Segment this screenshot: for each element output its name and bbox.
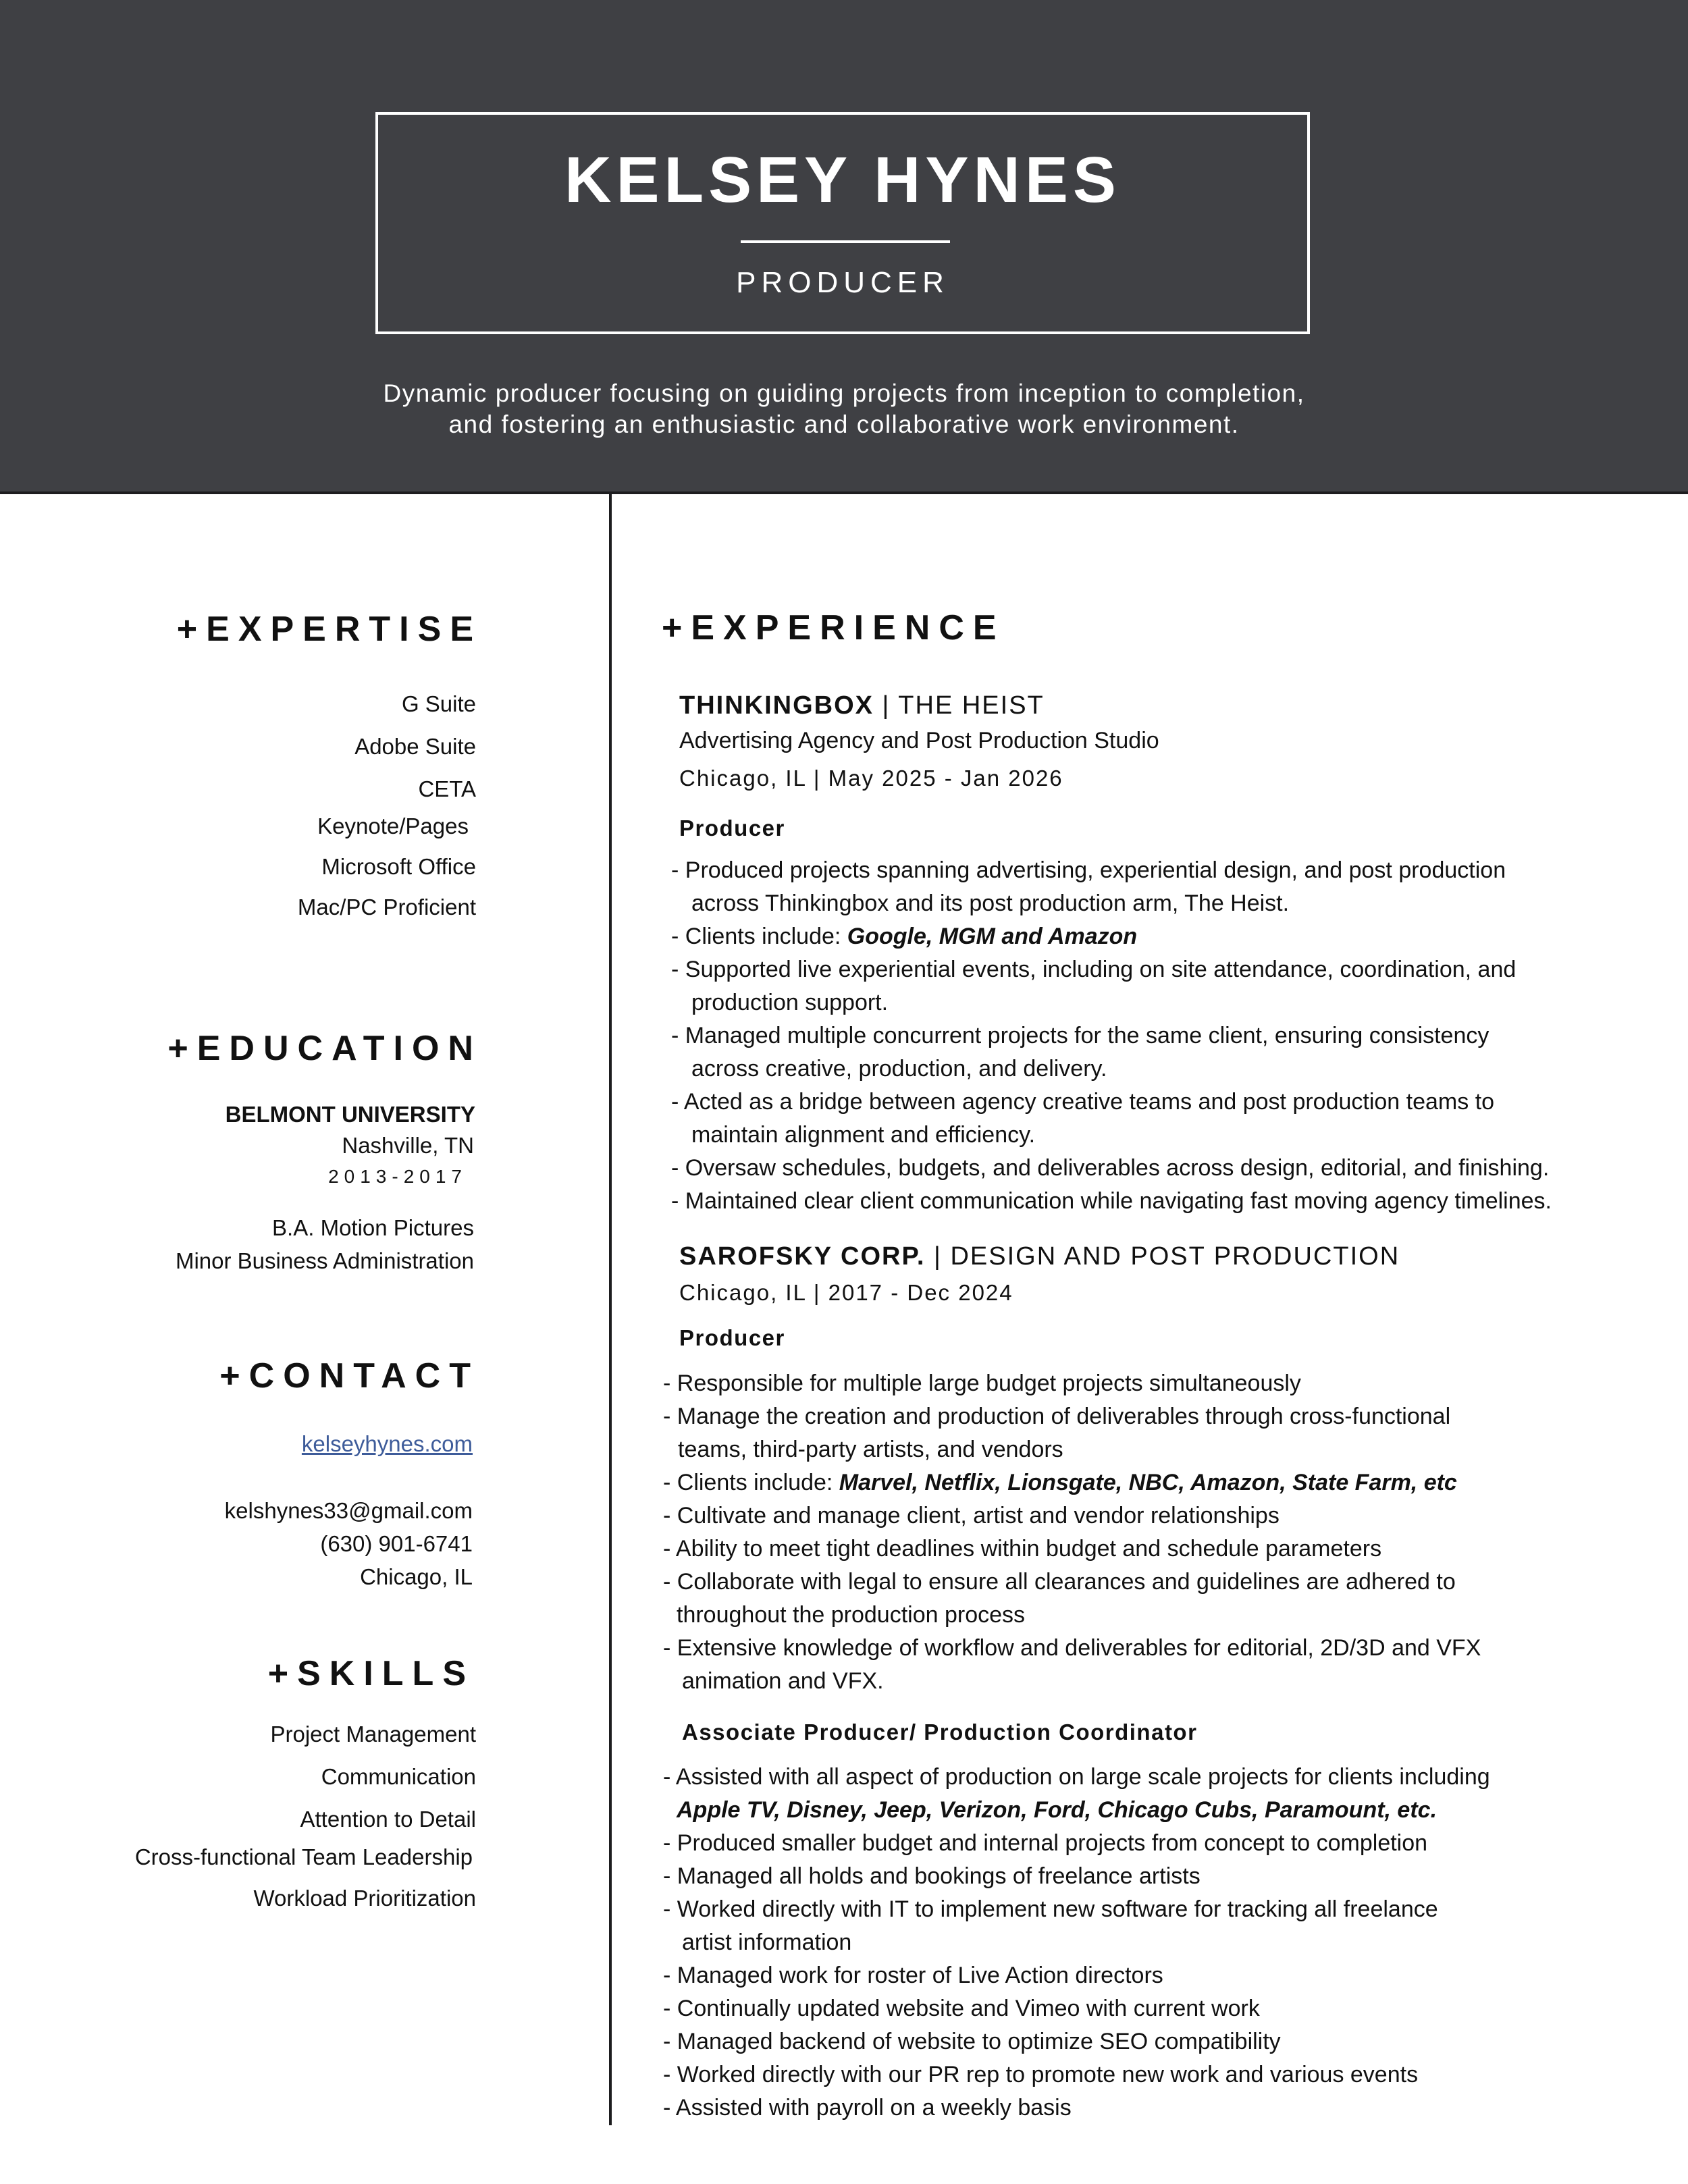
company-bold: SAROFSKY CORP. [679, 1242, 926, 1271]
client-list: Apple TV, Disney, Jeep, Verizon, Ford, Chicago Cubs, Paramount, etc. [677, 1797, 1438, 1823]
bullet-line: - Maintained clear client communication while navigating fast moving agency timelines. [671, 1188, 1552, 1214]
company-name [679, 691, 1045, 720]
bullet-line: - Ability to meet tight deadlines within budget and schedule parameters [663, 1536, 1382, 1562]
experience-heading: +EXPERIENCE [662, 608, 1005, 647]
bullet-line: across creative, production, and delivery. [691, 1056, 1107, 1082]
bullet-line: - Assisted with all aspect of production on large scale projects for clients including [663, 1764, 1490, 1790]
job-meta: Chicago, IL | May 2025 - Jan 2026 [679, 766, 1063, 791]
school-location: Nashville, TN [342, 1133, 474, 1158]
bullet-line: maintain alignment and efficiency. [691, 1122, 1036, 1148]
bullet-line [663, 1470, 1457, 1496]
skill-item: Project Management [270, 1722, 476, 1747]
expertise-item: Adobe Suite [354, 734, 476, 759]
bullet-line: - Managed all holds and bookings of freelance artists [663, 1863, 1201, 1889]
expertise-item: Mac/PC Proficient [297, 895, 476, 920]
job-title: Producer [679, 816, 785, 841]
company-bold: THINKINGBOX [679, 691, 874, 720]
bullet-line: - Managed work for roster of Live Action directors [663, 1963, 1163, 1988]
bullet-line: - Extensive knowledge of workflow and deliverables for editorial, 2D/3D and VFX [663, 1635, 1481, 1661]
client-list: Marvel, Netflix, Lionsgate, NBC, Amazon, State Farm, etc [839, 1470, 1457, 1495]
job-meta: Chicago, IL | 2017 - Dec 2024 [679, 1280, 1013, 1305]
contact-heading: +CONTACT [219, 1356, 479, 1395]
bullet-line: teams, third-party artists, and vendors [678, 1437, 1063, 1462]
education-heading: +EDUCATION [167, 1029, 482, 1068]
degree: B.A. Motion Pictures [272, 1215, 474, 1240]
candidate-name: KELSEY HYNES [564, 144, 1121, 216]
header-banner [0, 0, 1688, 494]
school-years: 2013-2017 [328, 1166, 467, 1187]
skills-heading: +SKILLS [267, 1654, 475, 1693]
bullet-line [671, 924, 1137, 950]
company-rest: | DESIGN AND POST PRODUCTION [925, 1242, 1400, 1271]
bullet-line: - Oversaw schedules, budgets, and deliverables across design, editorial, and finishing. [671, 1155, 1550, 1181]
company-rest: | THE HEIST [874, 691, 1045, 720]
bullet-line: animation and VFX. [682, 1668, 884, 1694]
skill-item: Cross-functional Team Leadership [134, 1844, 473, 1869]
school-name: BELMONT UNIVERSITY [225, 1102, 475, 1127]
skill-item: Communication [321, 1764, 476, 1789]
bullet-line: - Collaborate with legal to ensure all clearances and guidelines are adhered to [663, 1569, 1456, 1595]
phone: (630) 901-6741 [320, 1531, 473, 1556]
bullet-line: - Managed multiple concurrent projects for the same client, ensuring consistency [671, 1023, 1489, 1048]
job-title: Producer [679, 1325, 785, 1350]
company-name [679, 1242, 1400, 1271]
minor: Minor Business Administration [175, 1248, 474, 1273]
bullet-line: - Worked directly with our PR rep to promote new work and various events [663, 2062, 1419, 2087]
company-subtitle: Advertising Agency and Post Production Studio [679, 728, 1159, 753]
tagline [0, 378, 1688, 440]
expertise-heading: +EXPERTISE [176, 610, 482, 649]
city: Chicago, IL [360, 1564, 473, 1589]
bullet-line: - Manage the creation and production of deliverables through cross-functional [663, 1404, 1451, 1429]
tagline-line: Dynamic producer focusing on guiding projects from inception to completion, [383, 379, 1305, 407]
bullet-line: - Supported live experiential events, including on site attendance, coordination, and [671, 957, 1516, 982]
bullet-line: - Responsible for multiple large budget projects simultaneously [663, 1370, 1301, 1396]
expertise-item: Keynote/Pages [317, 814, 469, 838]
name-underline [741, 240, 950, 243]
skill-item: Workload Prioritization [253, 1886, 476, 1911]
bullet-line: - Assisted with payroll on a weekly basis [663, 2095, 1072, 2121]
bullet-line: - Produced projects spanning advertising, experiential design, and post production [671, 857, 1506, 883]
bullet-line: - Cultivate and manage client, artist and vendor relationships [663, 1503, 1280, 1528]
expertise-item: Microsoft Office [321, 854, 476, 879]
bullet-line: across Thinkingbox and its post production arm, The Heist. [691, 890, 1290, 916]
bullet-text: - Clients include: [671, 924, 847, 949]
skill-item: Attention to Detail [300, 1807, 476, 1832]
website-link[interactable]: kelseyhynes.com [301, 1431, 473, 1456]
bullet-line: production support. [691, 990, 889, 1015]
job-title: Associate Producer/ Production Coordinator [682, 1720, 1198, 1744]
bullet-line: - Worked directly with IT to implement new software for tracking all freelance [663, 1896, 1438, 1922]
name-box [375, 112, 1310, 334]
email: kelshynes33@gmail.com [224, 1498, 473, 1523]
expertise-item: G Suite [401, 691, 476, 716]
tagline-line: and fostering an enthusiastic and collaborative work environment. [448, 410, 1240, 438]
bullet-line: - Continually updated website and Vimeo with current work [663, 1996, 1260, 2021]
expertise-item: CETA [418, 776, 476, 801]
bullet-line: - Acted as a bridge between agency creative teams and post production teams to [671, 1089, 1495, 1115]
bullet-line: - Managed backend of website to optimize SEO compatibility [663, 2029, 1281, 2054]
client-list: Google, MGM and Amazon [847, 924, 1138, 949]
column-divider [609, 493, 612, 2125]
bullet-line: - Produced smaller budget and internal projects from concept to completion [663, 1830, 1428, 1856]
bullet-line: throughout the production process [677, 1602, 1026, 1628]
bullet-text: - Clients include: [663, 1470, 839, 1495]
candidate-role: PRODUCER [736, 266, 949, 299]
bullet-line: artist information [682, 1929, 852, 1955]
